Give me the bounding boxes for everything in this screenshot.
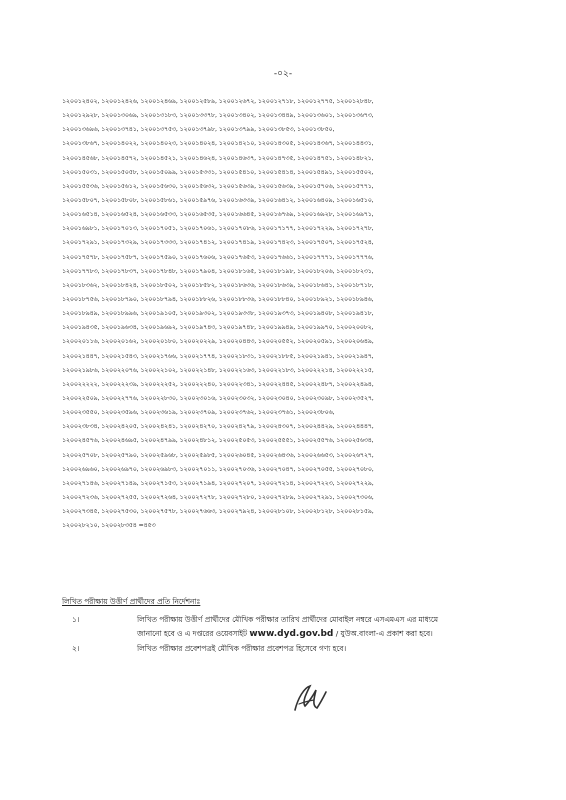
roll-line-total [62,533,517,547]
roll-line: ১২০০১৩৬৯৬, ১২০০১৩৭৪১, ১২০০১৩৭৫৩, ১২০০১৩৭৯৮, ১২০০১৩৭৯৯, ১২০০১৩৮৫৩, ১২০০১৩৮৫০, [62,126,335,134]
instruction-item [62,642,522,658]
roll-line: ১২০০১২৯২৮, ১২০০১৩০৬৯, ১২০০১৩১৮৩, ১২০০১৩৩৭৮, ১২০০১৩৪০২, ১২০০১৩৪৪৯, ১২০০১৩৬০১, ১২০০১৩৬৭৩, [62,112,374,120]
roll-line: ১২০০১৩৮৬৭, ১২০০১৪০২২, ১২০০১৪০২৩, ১২০০১৪০২৪, ১২০০১৪২১০, ১২০০১৪৩০৫, ১২০০১৪৩৬৭, ১২০০১৪৪৩১, [62,140,374,148]
roll-line: ১২০০২৭৩৪৫, ১২০০২৭৫৩০, ১২০০২৭৫৭৮, ১২০০২৭৬৬৩, ১২০০২৭৯২৪, ১২০০২৮১০৮, ১২০০২৮১২৮, ১২০০২৮১৫৯, [62,508,374,516]
roll-line: ১২০০১৮৩৬২, ১২০০১৮৪২৪, ১২০০১৮৫০২, ১২০০১৮৫৮২, ১২০০১৮৬৩৬, ১২০০১৮৬৩৯, ১২০০১৮৬৪১, ১২০০১৮৭১৮, [62,281,374,289]
instruction-number: ২। [72,644,80,653]
roll-line: ১২০০১৭২৯১, ১২০০১৭৩২৯, ১২০০১৭৩৩৩, ১২০০১৭৪১২, ১২০০১৭৪১৯, ১২০০১৭৪২৩, ১২০০১৭৫০৭, ১২০০১৭৫২৪, [62,239,374,247]
roll-line: ১২০০১৮৭৫৬, ১২০০১৮৭৯০, ১২০০১৮৭৯৪, ১২০০১৮৮২৬, ১২০০১৮৮৩৬, ১২০০১৮৮৪০, ১২০০১৮৯২১, ১২০০১৮৯৪৬, [62,295,374,303]
roll-line: ১২০০১৬৯৮১, ১২০০১৭০১৩, ১২০০১৭০৫১, ১২০০১৭০৬১, ১২০০১৭০৮৬, ১২০০১৭১৭৭, ১২০০১৭২২৯, ১২০০১৭২৭৮, [62,225,374,233]
roll-line: ১২০০১৬৫১৪, ১২০০১৬৫২৪, ১২০০১৬৫৩৩, ১২০০১৬৫৩৫, ১২০০১৬৬৪৫, ১২০০১৬৭৬৯, ১২০০১৬৯২৮, ১২০০১৬৯৭১, [62,211,374,219]
roll-line: ১২০০২৫৭০৮, ১২০০২৫৭৯০, ১২০০২৫৯৬৮, ১২০০২৫৯৮৫, ১২০০২৬০৪৫, ১২০০২৬৪৩৬, ১২০০২৬৬৫৩, ১২০০২৬৭২৭, [62,451,374,459]
roll-line: ১২০০১২৪০২, ১২০০১২৪২৬, ১২০০১২৪৬৯, ১২০০১২৫৮৯, ১২০০১২৬৭২, ১২০০১২৭১৮, ১২০০১২৭৭৫, ১২০০১২৮৪৮, [62,98,374,105]
instruction-number: ১। [72,615,80,624]
roll-line: ১২০০১৮৯৪৯, ১২০০১৮৯৯৬, ১২০০১৯১০৫, ১২০০১৯৩০২, ১২০০১৯৩৩৮, ১২০০১৯৩৭৩, ১২০০১৯৪০৮, ১২০০১৯৪১৮, [62,310,374,318]
roll-line: ১২০০১৪৫৬৮, ১২০০১৪৫৭২, ১২০০১৪৫২১, ১২০০১৪৬২৪, ১২০০১৪৬৩৭, ১২০০১৪৭৩৫, ১২০০১৪৭৫১, ১২০০১৪৮২১, [62,154,374,162]
roll-line: ১২০০২৩৫৫০, ১২০০২৩৫৯৬, ১২০০২৩৬১৯, ১২০০২৩৭০৯, ১২০০২৩৭৬২, ১২০০২৩৭৬১, ১২০০২৩৮০৬, [62,409,335,417]
roll-line: ১২০০২৪৫৭৬, ১২০০২৪৬৯৫, ১২০০২৪৭৯৯, ১২০০২৪৮১২, ১২০০২৫০৫৩, ১২০০২৫৫৫১, ১২০০২৫৫৭৬, ১২০০২৫৬৩৪, [62,437,374,445]
instruction-text: / যুউঅ.বাংলা-এ প্রকাশ করা হবে। [335,629,433,638]
roll-line: ১২০০১৫৫৩৬, ১২০০১৫৬১২, ১২০০১৫৬৩০, ১২০০১৫৬৩২, ১২০০১৫৬৩৯, ১২০০১৫৬৩৯, ১২০০১৫৭০৬, ১২০০১৫৭৭১, [62,182,374,190]
instructions-title: লিখিত পরীক্ষায় উত্তীর্ণ প্রার্থীদের প্রতি নির্দেশনাঃ [62,597,201,606]
roll-line: ১২০০১৭৫৭৮, ১২০০১৭৫৮৭, ১২০০১৭৫৯০, ১২০০১৭৬০৬, ১২০০১৭৬৫৩, ১২০০১৭৬৬১, ১২০০১৭৭৭১, ১২০০১৭৭৭৬, [62,253,374,261]
roll-line: ১২০০২৬৯৬০, ১২০০২৬৯৭০, ১২০০২৬৯৮৩, ১২০০২৭০১১, ১২০০২৭০৩৬, ১২০০২৭০৪৭, ১২০০২৭০৫৫, ১২০০২৭০৮০, [62,465,374,473]
website-link[interactable]: www.dyd.gov.bd [249,629,334,639]
roll-line: ১২০০১৫৮০৭, ১২০০১৫৮০৮, ১২০০১৫৮৬১, ১২০০১৫৯৭৬, ১২০০১৬৩৩৯, ১২০০১৬৪১২, ১২০০১৬৪০৯, ১২০০১৬৫১০, [62,196,374,204]
roll-line: ১২০০১৯৪৩৫, ১২০০১৯৬৩৪, ১২০০১৯৬৯২, ১২০০১৯৭৪৩, ১২০০১৯৭৪৮, ১২০০১৯৯৪৯, ১২০০১৯৯৭০, ১২০০২০০৮২, [62,324,374,332]
page-number: -০২- [273,69,293,79]
instruction-text: লিখিত পরীক্ষায় উত্তীর্ণ প্রার্থীদের মৌখিক পরীক্ষার তারিখ প্রার্থীদের মোবাইল নম্বরে এসএমএস এর মাধ্যমে [137,615,438,624]
roll-line: ১২০০১৫০৩১, ১২০০১৫০৫৮, ১২০০১৫০৯৯, ১২০০১৫৩৩১, ১২০০১৫৪১০, ১২০০১৫৪১৪, ১২০০১৫৪৯১, ১২০০১৫৫০২, [62,168,374,176]
roll-line: ১২০০২১৪৪৭, ১২০০২১৫৪৩, ১২০০২১৭৬৬, ১২০০২১৭৭৪, ১২০০২১৮৩১, ১২০০২১৮৮৫, ১২০০২১৯৪১, ১২০০২১৯৪৭, [62,352,374,360]
instruction-text: লিখিত পরীক্ষার প্রবেশপত্রই মৌখিক পরীক্ষার প্রবেশপত্র হিসেবে গণ্য হবে। [137,644,347,653]
roll-line: ১২০০২২৫০৯, ১২০০২২৭৭৬, ১২০০২২৮৩০, ১২০০২৩০১৬, ১২০০২৩০৩২, ১২০০২৩০৪০, ১২০০২৩০৯৮, ১২০০২৩৫২৭, [62,394,374,402]
roll-line: ১২০০২৮২১০, ১২০০২৮৩৫৪ =৪৫৩ [62,522,156,530]
roll-number-list [62,95,517,548]
roll-line: ১২০০২০১১৬, ১২০০২০১৬২, ১২০০২০১৮০, ১২০০২০২২৯, ১২০০২০৪৪৩, ১২০০২০৫৫২, ১২০০২০৫৯১, ১২০০২০৬৪৯, [62,338,374,346]
roll-line: ১২০০২২২২২, ১২০০২২২৩৯, ১২০০২২২৫২, ১২০০২২২৪০, ১২০০২২৩৪১, ১২০০২২৪৪৫, ১২০০২২৪৮৭, ১২০০২২৪৯৪, [62,380,374,388]
roll-line: ১২০০২৩৮৩৪, ১২০০২৪২০৫, ১২০০২৪২৪১, ১২০০২৪২৭০, ১২০০২৪২৭৯, ১২০০২৪৩০৭, ১২০০২৪৪২৯, ১২০০২৪৪৪৭, [62,423,374,431]
roll-line: ১২০০২৭২৩৬, ১২০০২৭২৫৫, ১২০০২৭২৬৪, ১২০০২৭২৭৮, ১২০০২৭২৮০, ১২০০২৭২৮৯, ১২০০২৭২৯১, ১২০০২৭৩০৬, [62,493,374,501]
roll-line: ১২০০২১৯৮৬, ১২০০২২০৭৬, ১২০০২২১০২, ১২০০২২১৪৮, ১২০০২২১৬৩, ১২০০২২১৮৩, ১২০০২২২১৪, ১২০০২২২১৫, [62,366,374,374]
roll-line: ১২০০২৭১৪৬, ১২০০২৭১৪৯, ১২০০২৭১৫৩, ১২০০২৭১৯৪, ১২০০২৭২০৭, ১২০০২৭২১৪, ১২০০২৭২২৩, ১২০০২৭২২৯, [62,479,374,487]
signature-image [290,680,330,716]
roll-line: ১২০০১৭৭৮৩, ১২০০১৭৮৩৭, ১২০০১৭৮৪৮, ১২০০১৭৯০৪, ১২০০১৮১৬৫, ১২০০১৮১৯৮, ১২০০১৮২০৬, ১২০০১৮২৩১, [62,267,374,275]
instruction-text: জানানো হবে ও এ দপ্তরের ওয়েবসাইট [137,629,248,638]
